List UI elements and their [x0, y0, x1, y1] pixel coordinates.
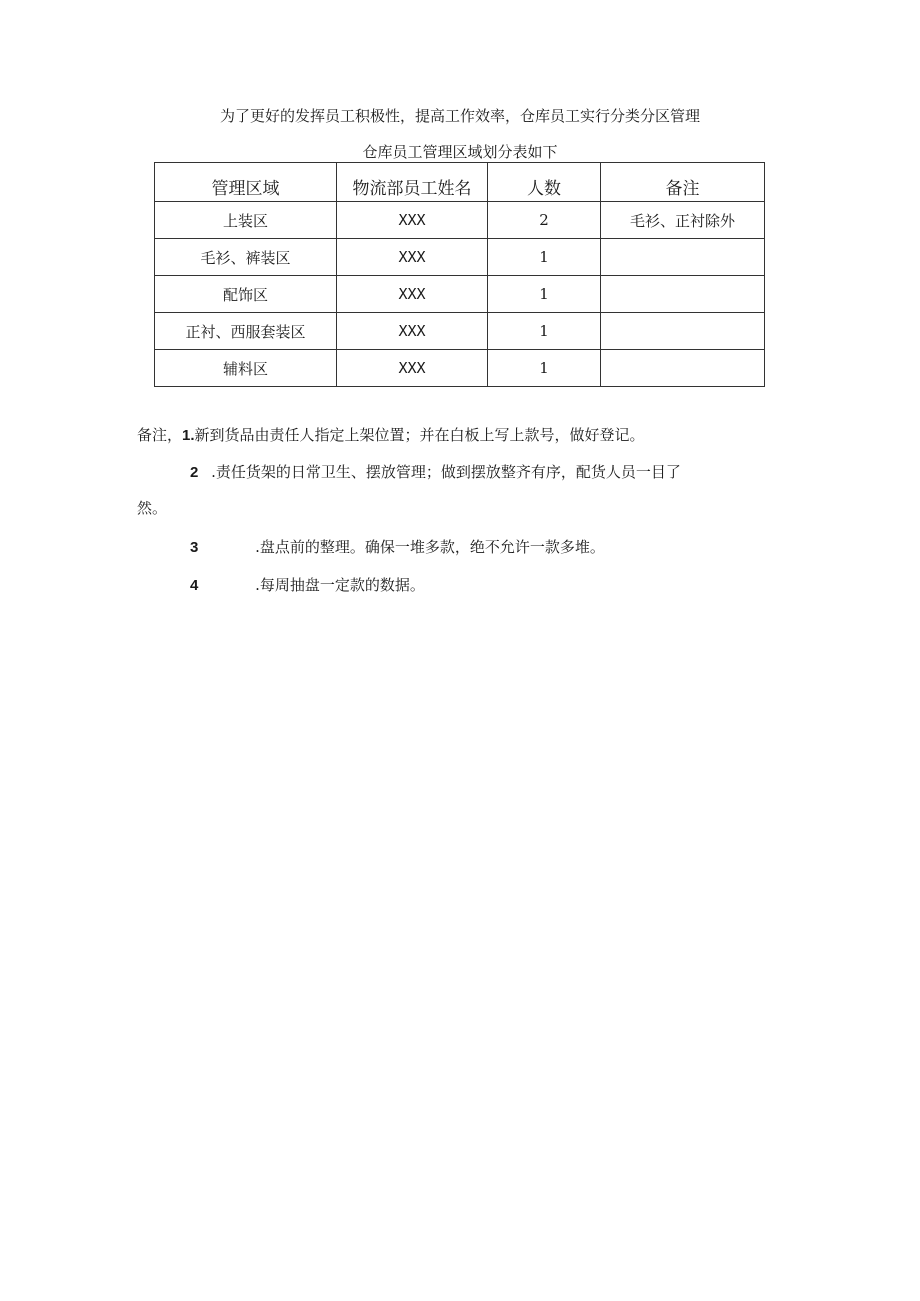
count-cell: 1 [488, 239, 601, 276]
zone-table [154, 162, 765, 387]
staff-name-cell: XXX [337, 276, 488, 313]
note-item-1 [137, 425, 645, 446]
table-row [155, 350, 765, 387]
header-zone: 管理区域 [155, 163, 337, 202]
table-row [155, 239, 765, 276]
staff-name-cell: XXX [337, 239, 488, 276]
count-cell: 1 [488, 276, 601, 313]
header-staff-name: 物流部员工姓名 [337, 163, 488, 202]
zone-cell: 毛衫、裤装区 [155, 239, 337, 276]
header-remark: 备注 [601, 163, 765, 202]
remark-cell [601, 350, 765, 387]
staff-name-cell: XXX [337, 202, 488, 239]
note-number-3: 3 [190, 539, 199, 556]
table-row [155, 276, 765, 313]
note-number-1: 1. [182, 427, 195, 444]
note-number-4: 4 [190, 577, 199, 594]
note-text-3: .盘点前的整理。确保一堆多款，绝不允许一款多堆。 [255, 538, 605, 556]
note-item-4 [190, 575, 425, 596]
zone-cell: 辅料区 [155, 350, 337, 387]
table-header-row [155, 163, 765, 202]
note-number-2: 2 [190, 464, 199, 481]
table-row [155, 313, 765, 350]
note-text-2: .责任货架的日常卫生、摆放管理；做到摆放整齐有序，配货人员一目了 [211, 463, 681, 481]
count-cell: 1 [488, 313, 601, 350]
staff-name-cell: XXX [337, 313, 488, 350]
count-cell: 2 [488, 202, 601, 239]
intro-text: 为了更好的发挥员工积极性，提高工作效率，仓库员工实行分类分区管理 [219, 107, 700, 125]
zone-cell: 配饰区 [155, 276, 337, 313]
note-item-2-continuation: 然。 [137, 499, 168, 517]
zone-cell: 上装区 [155, 202, 337, 239]
note-item-3 [190, 537, 605, 558]
count-cell: 1 [488, 350, 601, 387]
staff-name-cell: XXX [337, 350, 488, 387]
remark-cell: 毛衫、正衬除外 [601, 202, 765, 239]
note-text-4: .每周抽盘一定款的数据。 [255, 576, 425, 594]
table-row [155, 202, 765, 239]
table-caption: 仓库员工管理区域划分表如下 [362, 143, 558, 161]
note-item-2 [190, 462, 681, 483]
note-text-1: 新到货品由责任人指定上架位置；并在白板上写上款号，做好登记。 [194, 426, 645, 444]
remark-cell [601, 313, 765, 350]
notes-label: 备注， [137, 426, 183, 444]
remark-cell [601, 239, 765, 276]
zone-cell: 正衬、西服套装区 [155, 313, 337, 350]
remark-cell [601, 276, 765, 313]
header-count: 人数 [488, 163, 601, 202]
